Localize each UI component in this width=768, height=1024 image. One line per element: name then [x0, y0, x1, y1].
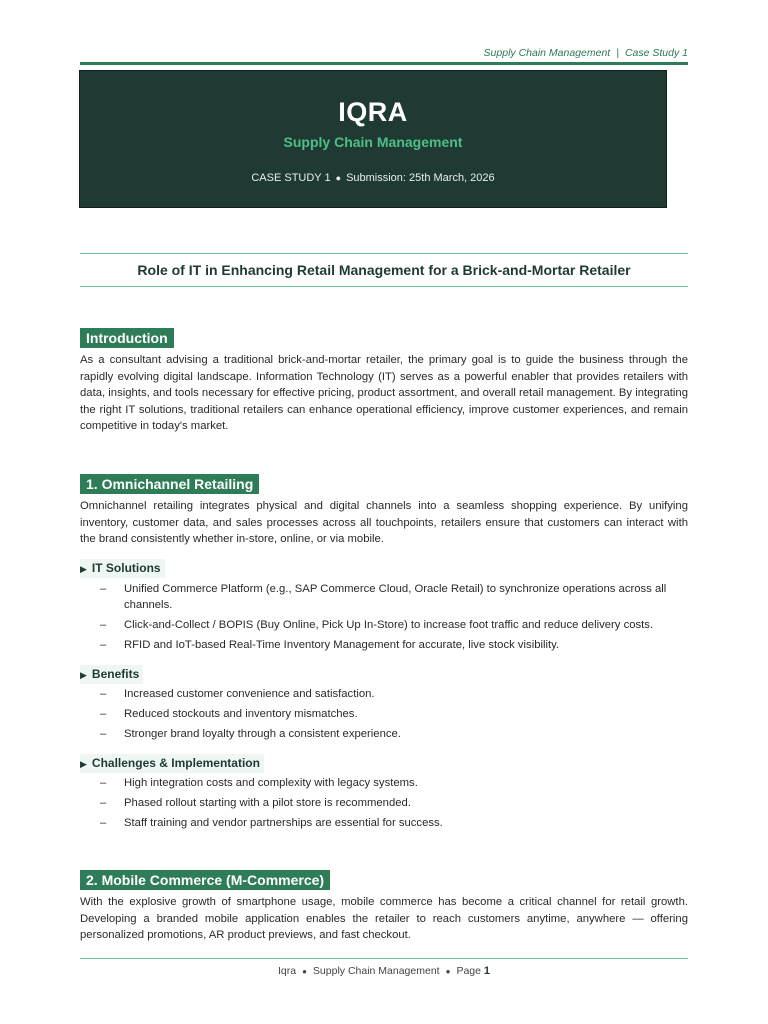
running-header	[80, 44, 688, 64]
intro-paragraph: As a consultant advising a traditional brick-and-mortar retailer, the primary goal is to guide the business through the rapidly evolving digital landscape. Information Technology (IT) serves as a powerful enabler that provides retailers with data, insights, and tools necessary for effective pricing, product assortment, and overall retail management. By integrating the right IT solutions, traditional retailers can enhance operational efficiency, improve customer experiences, and remain competitive in today's market.	[80, 354, 688, 433]
benefits-list	[100, 686, 688, 745]
list-item: – Stronger brand loyalty through a consistent experience.	[100, 726, 688, 742]
header-course: Supply Chain Management	[483, 47, 611, 59]
dash-icon: –	[100, 777, 107, 789]
bullet-dot-icon: ●	[335, 173, 342, 183]
case-study-label: CASE STUDY 1	[251, 172, 331, 184]
dash-icon: –	[100, 816, 107, 829]
banner-subtitle: Supply Chain Management	[283, 134, 463, 150]
footer-author: Iqra	[277, 965, 297, 977]
header-rule	[80, 62, 688, 65]
omnichannel-paragraph: Omnichannel retailing integrates physical and digital channels into a seamless shopping experience. By unifying inventory, customer data, and sales processes across all touchpoints, retailers ensure that customers can interact with the brand consistently whether in-store, online, or via mobile.	[80, 500, 688, 546]
subheading-label: Challenges & Implementation	[91, 756, 260, 770]
list-item: – RFID and IoT-based Real-Time Inventory Management for accurate, live stock visibility.	[100, 637, 688, 653]
mobile-commerce-paragraph: With the explosive growth of smartphone usage, mobile commerce has become a critical channel for retail growth. Developing a branded mobile application enables the retailer to reach customers anytime, anywhere — offering personalized promotions, AR product previews, and fast checkout.	[80, 896, 688, 942]
triangle-bullet-icon: ▶	[80, 670, 87, 680]
footer-rule	[80, 958, 688, 959]
it-solutions-list	[100, 581, 688, 657]
footer-course: Supply Chain Management	[312, 965, 440, 977]
subheading-benefits	[80, 665, 143, 684]
dash-icon: –	[100, 583, 107, 595]
page-number: 1	[483, 965, 491, 977]
document-title: Role of IT in Enhancing Retail Management for a Brick-and-Mortar Retailer	[80, 253, 688, 287]
bullet-dot-icon: ●	[302, 967, 307, 976]
section-heading-omnichannel: 1. Omnichannel Retailing	[80, 474, 259, 494]
dash-icon: –	[100, 727, 107, 740]
list-item: – Click-and-Collect / BOPIS (Buy Online, Pick Up In-Store) to increase foot traffic and reduce delivery costs.	[100, 617, 688, 633]
dash-icon: –	[100, 619, 107, 632]
list-item: – Unified Commerce Platform (e.g., SAP Commerce Cloud, Oracle Retail) to synchronize operations across all channels.	[100, 583, 667, 612]
banner-meta	[80, 172, 666, 184]
submission-date: Submission: 25th March, 2026	[346, 172, 495, 184]
header-case-study: Case Study 1	[624, 47, 688, 59]
subheading-it-solutions	[80, 559, 165, 578]
list-item: – Reduced stockouts and inventory mismatches.	[100, 706, 688, 722]
subheading-label: Benefits	[91, 667, 140, 681]
list-item: – Increased customer convenience and satisfaction.	[100, 686, 688, 702]
subheading-label: IT Solutions	[91, 561, 161, 575]
dash-icon: –	[100, 707, 107, 720]
list-item: – Phased rollout starting with a pilot store is recommended.	[100, 795, 688, 811]
dash-icon: –	[100, 796, 107, 809]
banner-title: IQRA	[338, 97, 408, 127]
challenges-list	[100, 775, 688, 834]
section-heading-introduction: Introduction	[80, 328, 174, 348]
list-item: – Staff training and vendor partnerships are essential for success.	[100, 815, 688, 831]
dash-icon: –	[100, 688, 107, 700]
triangle-bullet-icon: ▶	[80, 759, 87, 769]
subheading-challenges	[80, 754, 264, 773]
section-heading-mobile-commerce: 2. Mobile Commerce (M-Commerce)	[80, 870, 330, 890]
bullet-dot-icon: ●	[445, 967, 451, 976]
page-footer	[80, 963, 688, 980]
title-banner	[79, 70, 667, 208]
footer-page-label: Page	[456, 965, 481, 977]
triangle-bullet-icon: ▶	[80, 564, 87, 574]
header-separator: |	[616, 47, 619, 59]
dash-icon: –	[100, 639, 107, 651]
list-item: – High integration costs and complexity with legacy systems.	[100, 775, 688, 791]
